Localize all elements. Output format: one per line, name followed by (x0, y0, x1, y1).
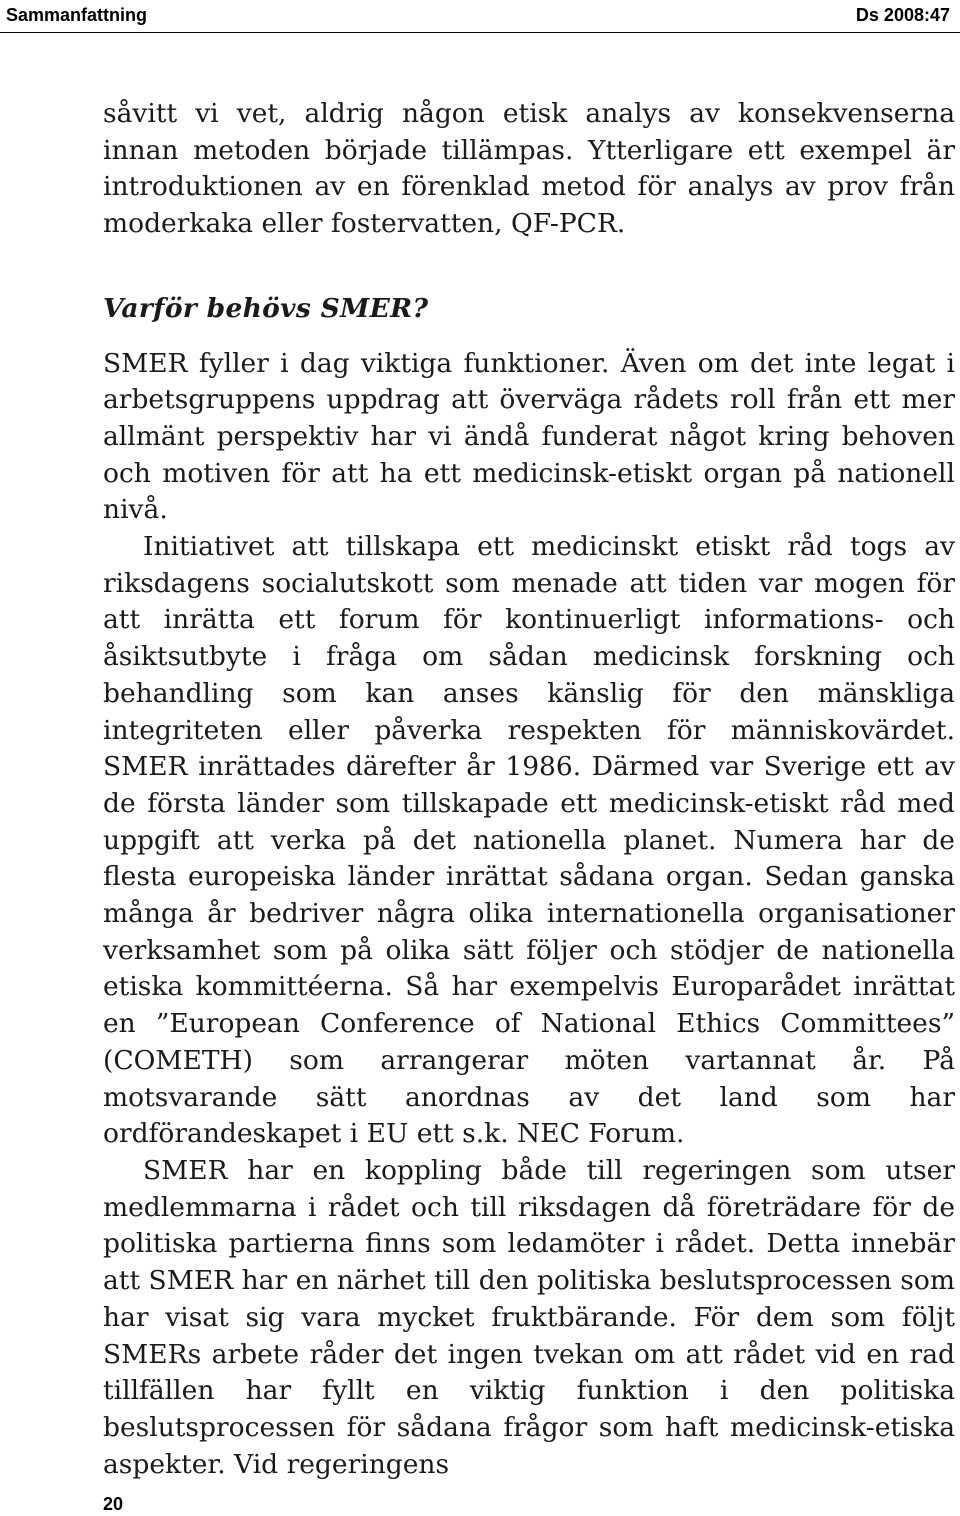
body-paragraph-2: Initiativet att tillskapa ett medicinskt etiskt råd togs av riksdagens socialutskott som menade att tiden var mogen för att inrätta ett forum för kontinuerligt informations- och åsiktsutbyte i fråga om sådan medicinsk forskning och behandling som kan anses känslig för den mänskliga integriteten eller påverka respekten för människovärdet. SMER inrättades därefter år 1986. Därmed var Sverige ett av de första länder som tillskapade ett medicinsk-etiskt råd med uppgift att verka på det nationella planet. Numera har de flesta europeiska länder inrättat sådana organ. Sedan ganska många år bedriver några olika internationella organisationer verksamhet som på olika sätt följer och stödjer de nationella etiska kommittéerna. Så har exempelvis Europarådet inrättat en ”European Conference of National Ethics Committees” (COMETH) som arrangerar möten vartannat år. På motsvarande sätt anordnas av det land som har ordförandeskapet i EU ett s.k. NEC Forum. (103, 531, 955, 1150)
page-number: 20 (103, 1494, 124, 1514)
body-paragraph-1: SMER fyller i dag viktiga funktioner. Även om det inte legat i arbetsgruppens uppdrag att överväga rådets roll från ett mer allmänt perspektiv har vi ändå funderat något kring behoven och motiven för att ha ett medicinsk-etiskt organ på nationell nivå. (103, 347, 955, 526)
page-header (0, 4, 960, 28)
running-section-title: Sammanfattning (6, 5, 148, 25)
section-heading: Varför behövs SMER? (103, 292, 429, 324)
page-body (103, 96, 955, 1483)
intro-paragraph: såvitt vi vet, aldrig någon etisk analys av konsekvenserna innan metoden började tillämpas. Ytterligare ett exempel är introduktionen av en förenklad metod för analys av prov från moderkaka eller fostervatten, QF-PCR. (103, 98, 955, 240)
body-paragraph-3: SMER har en koppling både till regeringen som utser medlemmarna i rådet och till riksdagen då företrädare för de politiska partierna finns som ledamöter i rådet. Detta innebär att SMER har en närhet till den politiska beslutsprocessen som har visat sig vara mycket fruktbärande. För dem som följt SMERs arbete råder det ingen tvekan om att rådet vid en rad tillfällen har fyllt en viktig funktion i den politiska beslutsprocessen för sådana frågor som haft medicinsk-etiska aspekter. Vid regeringens (103, 1154, 955, 1480)
document-id: Ds 2008:47 (855, 5, 950, 25)
header-divider (0, 32, 960, 33)
